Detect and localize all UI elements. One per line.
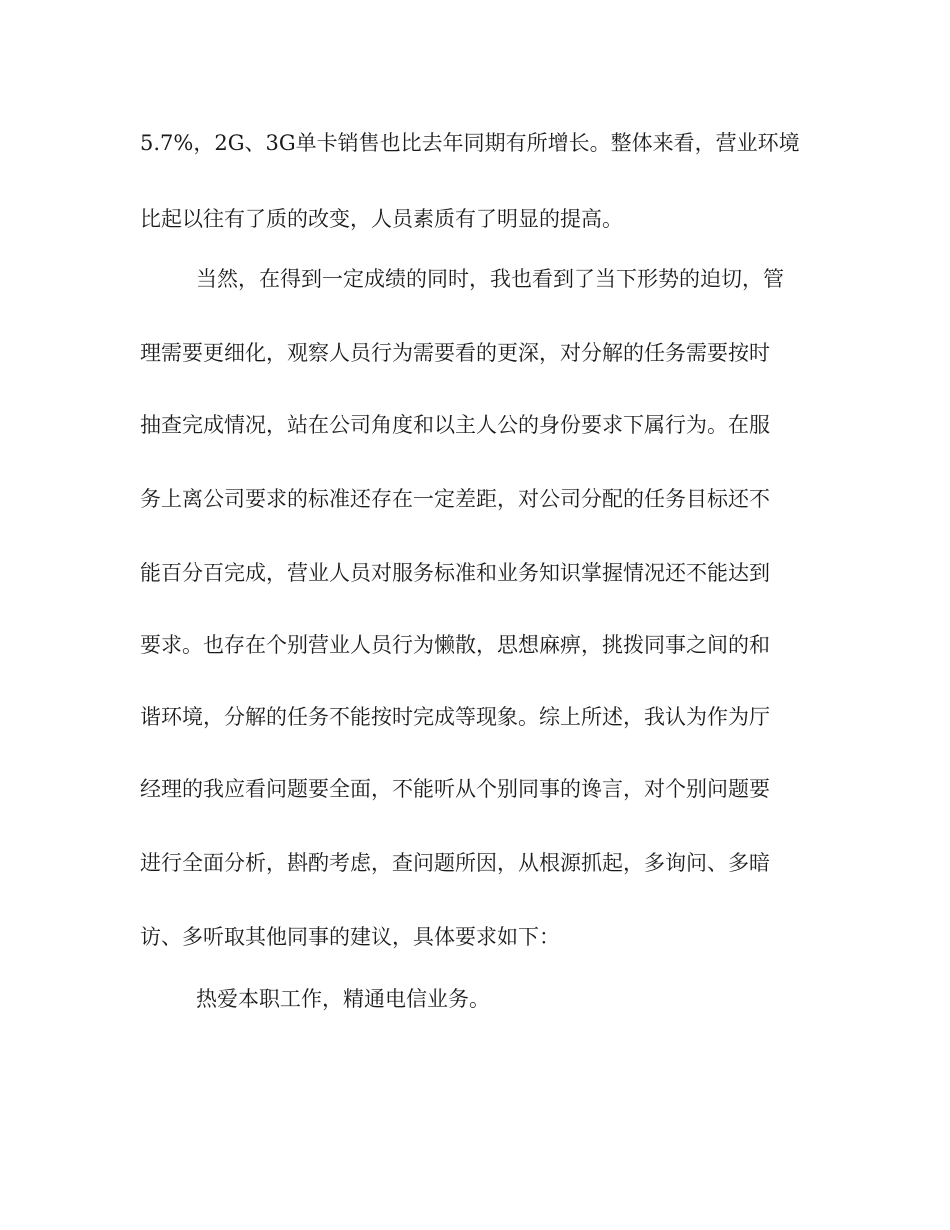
text-line: 比起以往有了质的改变，人员素质有了明显的提高。 [140,207,623,231]
paragraph-first-line: 当然，在得到一定成绩的同时，我也看到了当下形势的迫切，管 [196,267,784,291]
text-line: 抽查完成情况，站在公司角度和以主人公的身份要求下属行为。在服 [140,413,770,437]
text-line: 谐环境，分解的任务不能按时完成等现象。综上所述，我认为作为厅 [140,705,770,729]
text-line: 进行全面分析，斟酌考虑，查问题所因，从根源抓起，多询问、多暗 [140,851,770,875]
text-line: 访、多听取其他同事的建议，具体要求如下： [140,925,560,949]
text-line: 经理的我应看问题要全面，不能听从个别同事的谗言，对个别问题要 [140,777,770,801]
paragraph-first-line: 热爱本职工作，精通电信业务。 [196,987,490,1011]
text-line: 要求。也存在个别营业人员行为懒散，思想麻痹，挑拨同事之间的和 [140,633,770,657]
text-line: 5.7%，2G、3G单卡销售也比去年同期有所增长。整体来看，营业环境 [140,131,800,155]
text-line: 务上离公司要求的标准还存在一定差距，对公司分配的任务目标还不 [140,487,770,511]
text-line: 理需要更细化，观察人员行为需要看的更深，对分解的任务需要按时 [140,341,770,365]
text-line: 能百分百完成，营业人员对服务标准和业务知识掌握情况还不能达到 [140,561,770,585]
